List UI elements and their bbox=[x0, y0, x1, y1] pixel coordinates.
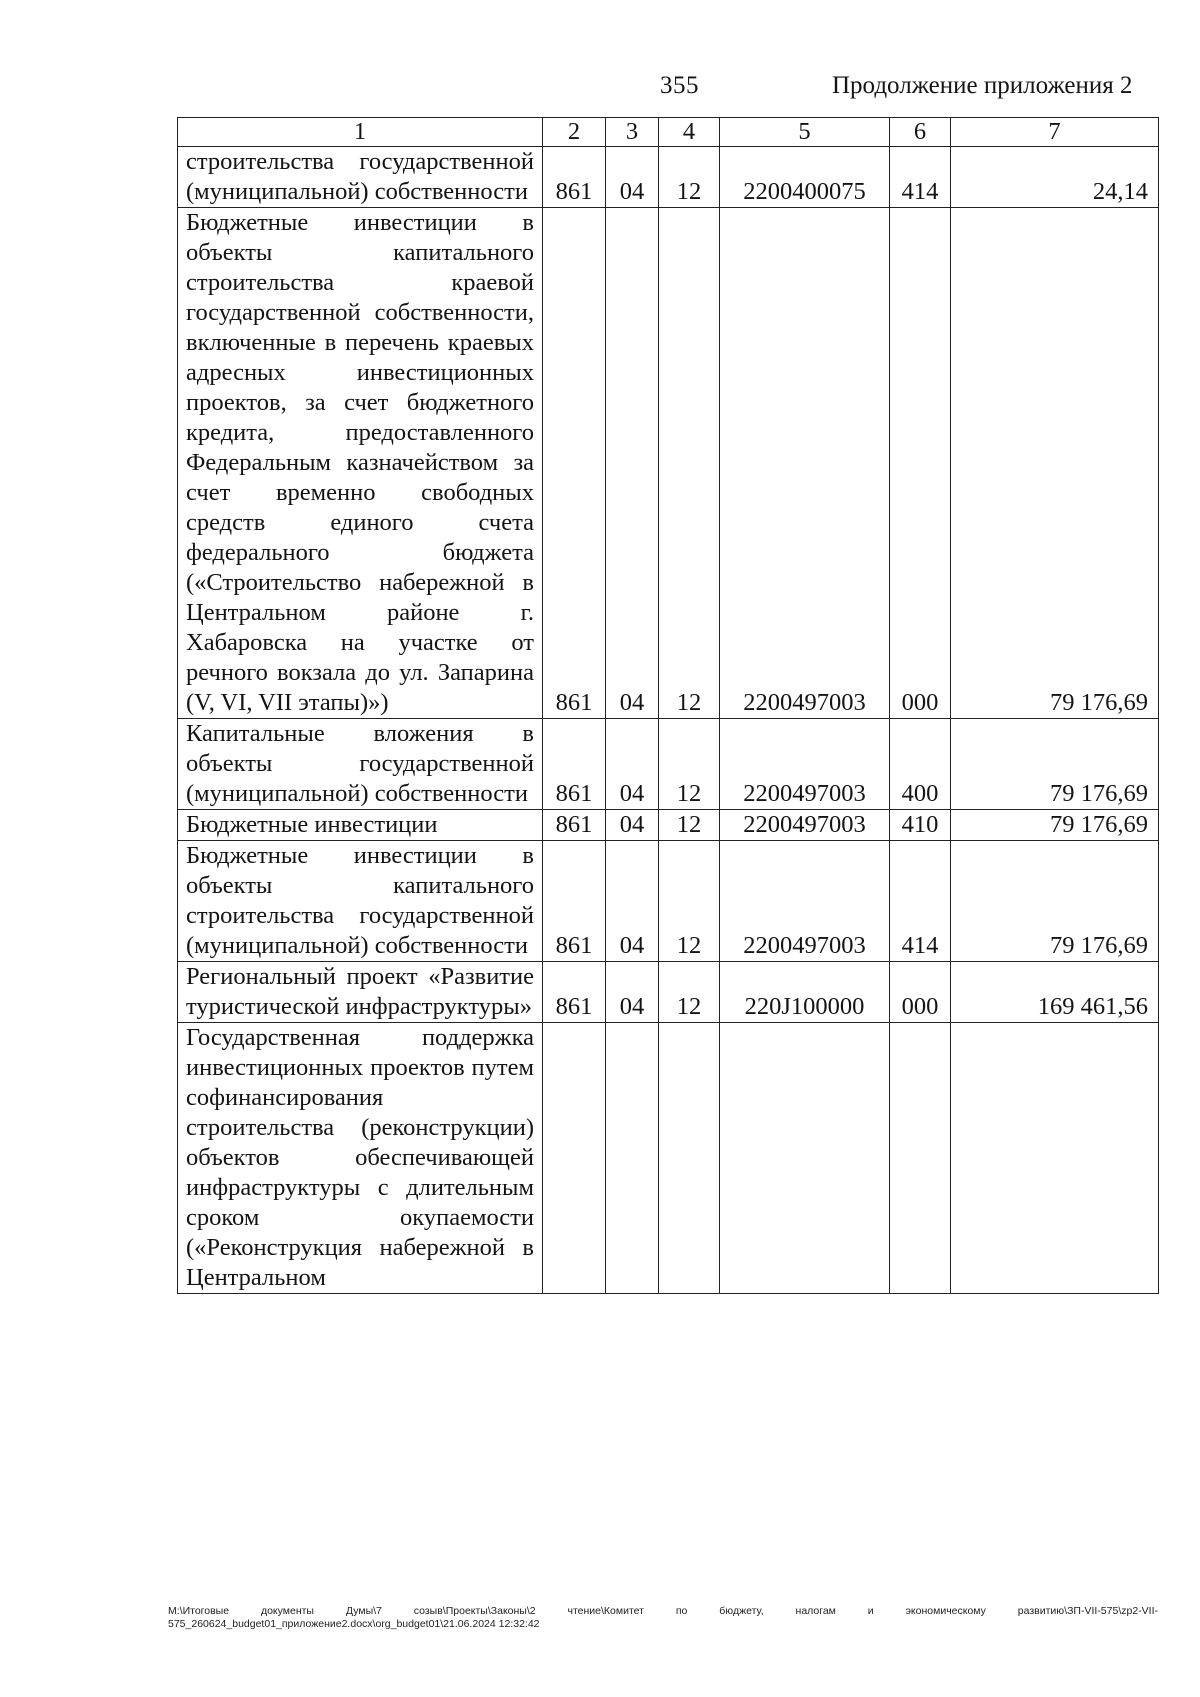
row-name: Бюджетные инвестиции в объекты капитального строительства краевой государственной собственности, включенные в перечень краевых адресных инвестиционных проектов, за счет бюджетного кредита, предоставленного Федеральным казначейством за счет временно свободных средств единого счета федерального бюджета («Строительство набережной в Центральном районе г. Хабаровска на участке от речного вокзала до ул. Запарина (V, VI, VII этапы)») bbox=[178, 208, 543, 719]
column-header-7: 7 bbox=[951, 118, 1159, 147]
row-code-ministry: 861 bbox=[543, 962, 606, 1023]
row-expense-type: 414 bbox=[890, 147, 951, 208]
row-amount: 169 461,56 bbox=[951, 962, 1159, 1023]
row-expense-type: 000 bbox=[890, 208, 951, 719]
row-name: Региональный проект «Развитие туристической инфраструктуры» bbox=[178, 962, 543, 1023]
row-code-ministry: 861 bbox=[543, 147, 606, 208]
row-amount: 24,14 bbox=[951, 147, 1159, 208]
column-header-2: 2 bbox=[543, 118, 606, 147]
column-header-5: 5 bbox=[720, 118, 890, 147]
row-name: строительства государственной (муниципальной) собственности bbox=[178, 147, 543, 208]
row-target-article: 2200400075 bbox=[720, 147, 890, 208]
row-code-section: 04 bbox=[606, 962, 659, 1023]
row-expense-type: 400 bbox=[890, 719, 951, 810]
row-code-ministry: 861 bbox=[543, 841, 606, 962]
table-row bbox=[178, 810, 1159, 841]
row-amount: 79 176,69 bbox=[951, 208, 1159, 719]
row-code-section: 04 bbox=[606, 719, 659, 810]
table-row bbox=[178, 962, 1159, 1023]
row-target-article: 2200497003 bbox=[720, 810, 890, 841]
table-row bbox=[178, 841, 1159, 962]
table-row bbox=[178, 208, 1159, 719]
row-expense-type: 000 bbox=[890, 962, 951, 1023]
row-code-subsection: 12 bbox=[659, 841, 720, 962]
continuation-label: Продолжение приложения 2 bbox=[832, 72, 1133, 99]
row-code-ministry: 861 bbox=[543, 719, 606, 810]
row-amount: 79 176,69 bbox=[951, 810, 1159, 841]
table-row bbox=[178, 1023, 1159, 1294]
row-name: Капитальные вложения в объекты государственной (муниципальной) собственности bbox=[178, 719, 543, 810]
page-number: 355 bbox=[660, 72, 699, 99]
column-number-row bbox=[178, 118, 1159, 147]
row-code-section: 04 bbox=[606, 208, 659, 719]
document-path-footer: M:\Итоговые документы Думы\7 созыв\Проекты\Законы\2 чтение\Комитет по бюджету, налогам и экономическому развитию\ЗП-VII-575\zp2-VII-575_260624_budget01_приложение2.docx\org_budget01\21.06.2024 12:32:42 bbox=[168, 1605, 1158, 1630]
row-code-section: 04 bbox=[606, 841, 659, 962]
row-target-article: 2200497003 bbox=[720, 208, 890, 719]
row-target-article: 220J100000 bbox=[720, 962, 890, 1023]
column-header-3: 3 bbox=[606, 118, 659, 147]
row-code-section: 04 bbox=[606, 810, 659, 841]
column-header-4: 4 bbox=[659, 118, 720, 147]
row-code-subsection: 12 bbox=[659, 208, 720, 719]
table-row bbox=[178, 719, 1159, 810]
row-code-ministry bbox=[543, 1023, 606, 1294]
table-row bbox=[178, 147, 1159, 208]
row-code-section bbox=[606, 1023, 659, 1294]
column-header-6: 6 bbox=[890, 118, 951, 147]
row-amount: 79 176,69 bbox=[951, 719, 1159, 810]
row-code-subsection: 12 bbox=[659, 810, 720, 841]
row-code-subsection: 12 bbox=[659, 147, 720, 208]
row-expense-type: 410 bbox=[890, 810, 951, 841]
row-code-ministry: 861 bbox=[543, 810, 606, 841]
row-name: Бюджетные инвестиции bbox=[178, 810, 543, 841]
row-target-article bbox=[720, 1023, 890, 1294]
row-expense-type bbox=[890, 1023, 951, 1294]
row-amount: 79 176,69 bbox=[951, 841, 1159, 962]
budget-table bbox=[177, 117, 1159, 1294]
row-code-subsection: 12 bbox=[659, 719, 720, 810]
column-header-1: 1 bbox=[178, 118, 543, 147]
row-expense-type: 414 bbox=[890, 841, 951, 962]
row-name: Бюджетные инвестиции в объекты капитального строительства государственной (муниципальной) собственности bbox=[178, 841, 543, 962]
row-name: Государственная поддержка инвестиционных проектов путем софинансирования строительства (реконструкции) объектов обеспечивающей инфраструктуры с длительным сроком окупаемости («Реконструкция набережной в Центральном bbox=[178, 1023, 543, 1294]
row-code-section: 04 bbox=[606, 147, 659, 208]
row-target-article: 2200497003 bbox=[720, 719, 890, 810]
row-code-subsection bbox=[659, 1023, 720, 1294]
row-code-subsection: 12 bbox=[659, 962, 720, 1023]
row-target-article: 2200497003 bbox=[720, 841, 890, 962]
page-header bbox=[0, 72, 1200, 108]
row-code-ministry: 861 bbox=[543, 208, 606, 719]
row-amount bbox=[951, 1023, 1159, 1294]
